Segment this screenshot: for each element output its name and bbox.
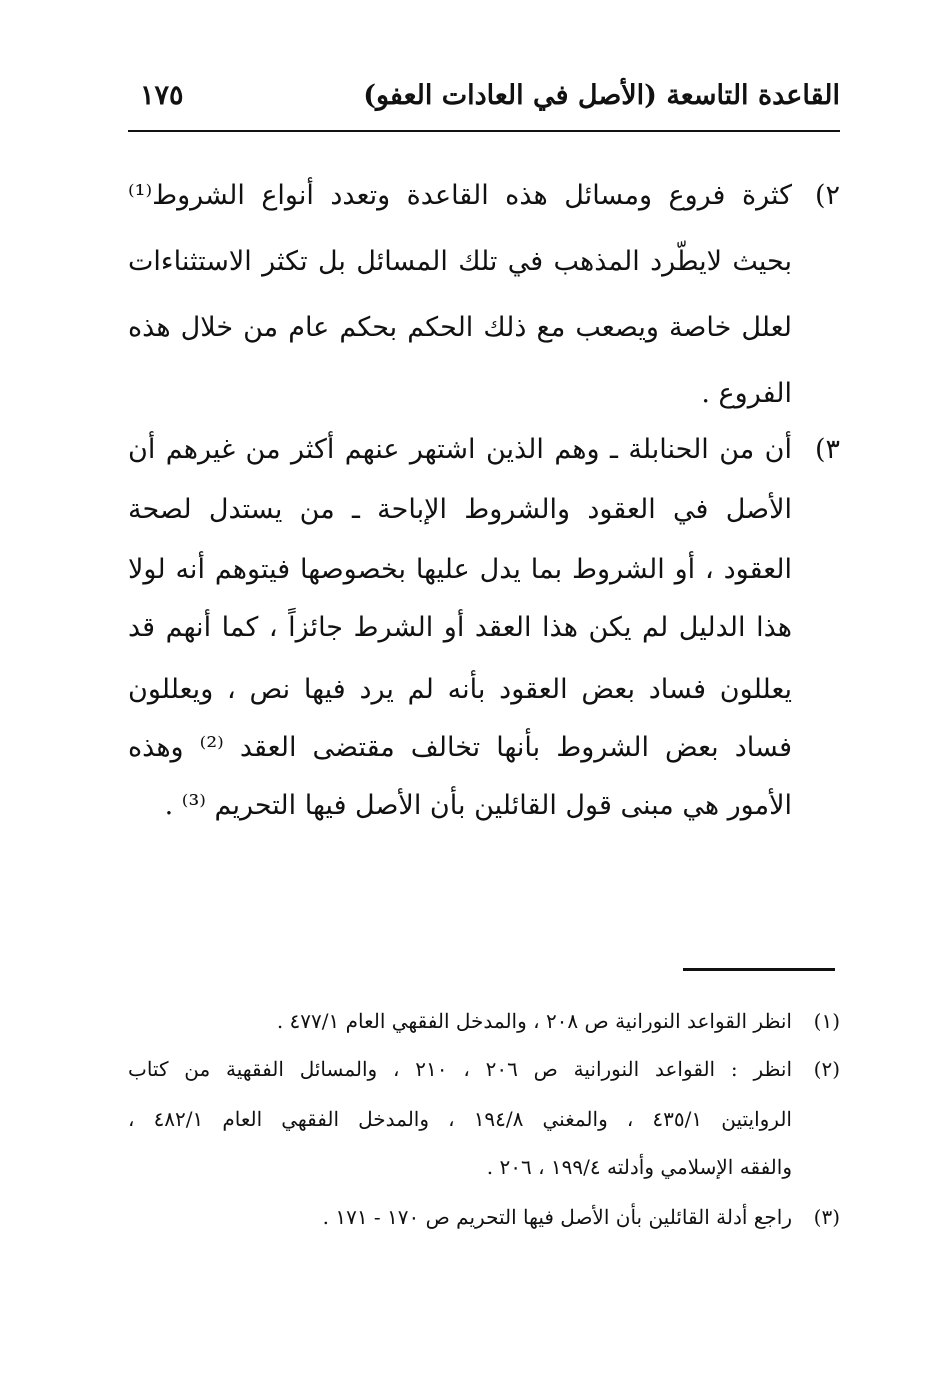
footnotes xyxy=(128,995,840,1245)
text-line: أن من الحنابلة ـ وهم الذين اشتهر عنهم أكثر من غيرهم أن xyxy=(128,434,792,465)
footnote-line: الروايتين ٤٣٥/١ ، والمغني ١٩٤/٨ ، والمدخل الفقهي العام ٤٨٢/١ ، xyxy=(128,1107,792,1131)
text-line: الأمور هي مبنى قول القائلين بأن الأصل فيها التحريم ⁽³⁾ . xyxy=(164,790,792,821)
page-header xyxy=(128,72,840,132)
text-line: يعللون فساد بعض العقود بأنه لم يرد فيها نص ، ويعللون xyxy=(128,674,792,705)
chapter-title: القاعدة التاسعة (الأصل في العادات العفو) xyxy=(363,80,840,111)
footnote-line: انظر القواعد النورانية ص ٢٠٨ ، والمدخل الفقهي العام ٤٧٧/١ . xyxy=(276,1009,792,1033)
footnote-divider xyxy=(683,968,835,971)
item-number: ٣) xyxy=(814,434,840,465)
page-number: ١٧٥ xyxy=(140,80,184,111)
footnote-number: (١) xyxy=(813,1009,840,1033)
text-line: لعلل خاصة ويصعب مع ذلك الحكم بحكم عام من خلال هذه xyxy=(128,312,792,343)
footnote-number: (٢) xyxy=(813,1057,840,1081)
footnote-number: (٣) xyxy=(813,1205,840,1229)
footnote-line: راجع أدلة القائلين بأن الأصل فيها التحريم ص ١٧٠ - ١٧١ . xyxy=(322,1205,792,1229)
footnote-line: والفقه الإسلامي وأدلته ١٩٩/٤ ، ٢٠٦ . xyxy=(486,1155,792,1179)
footnote-line: انظر : القواعد النورانية ص ٢٠٦ ، ٢١٠ ، والمسائل الفقهية من كتاب xyxy=(128,1057,793,1081)
header-divider xyxy=(128,130,840,132)
text-line: بحيث لايطّرد المذهب في تلك المسائل بل تكثر الاستثناءات xyxy=(128,246,792,277)
text-line: هذا الدليل لم يكن هذا العقد أو الشرط جائزاً ، كما أنهم قد xyxy=(128,612,792,643)
text-line: فساد بعض الشروط بأنها تخالف مقتضى العقد ⁽²⁾ وهذه xyxy=(128,732,792,763)
list-item xyxy=(128,418,840,838)
text-line: كثرة فروع ومسائل هذه القاعدة وتعدد أنواع الشروط⁽¹⁾ xyxy=(128,180,792,211)
text-line: العقود ، أو الشروط بما يدل عليها بخصوصها فيتوهم أنه لولا xyxy=(128,554,792,585)
list-item xyxy=(128,164,840,420)
text-line: الأصل في العقود والشروط الإباحة ـ من يستدل لصحة xyxy=(128,494,792,525)
item-number: ٢) xyxy=(814,180,840,211)
text-line: الفروع . xyxy=(701,378,792,409)
